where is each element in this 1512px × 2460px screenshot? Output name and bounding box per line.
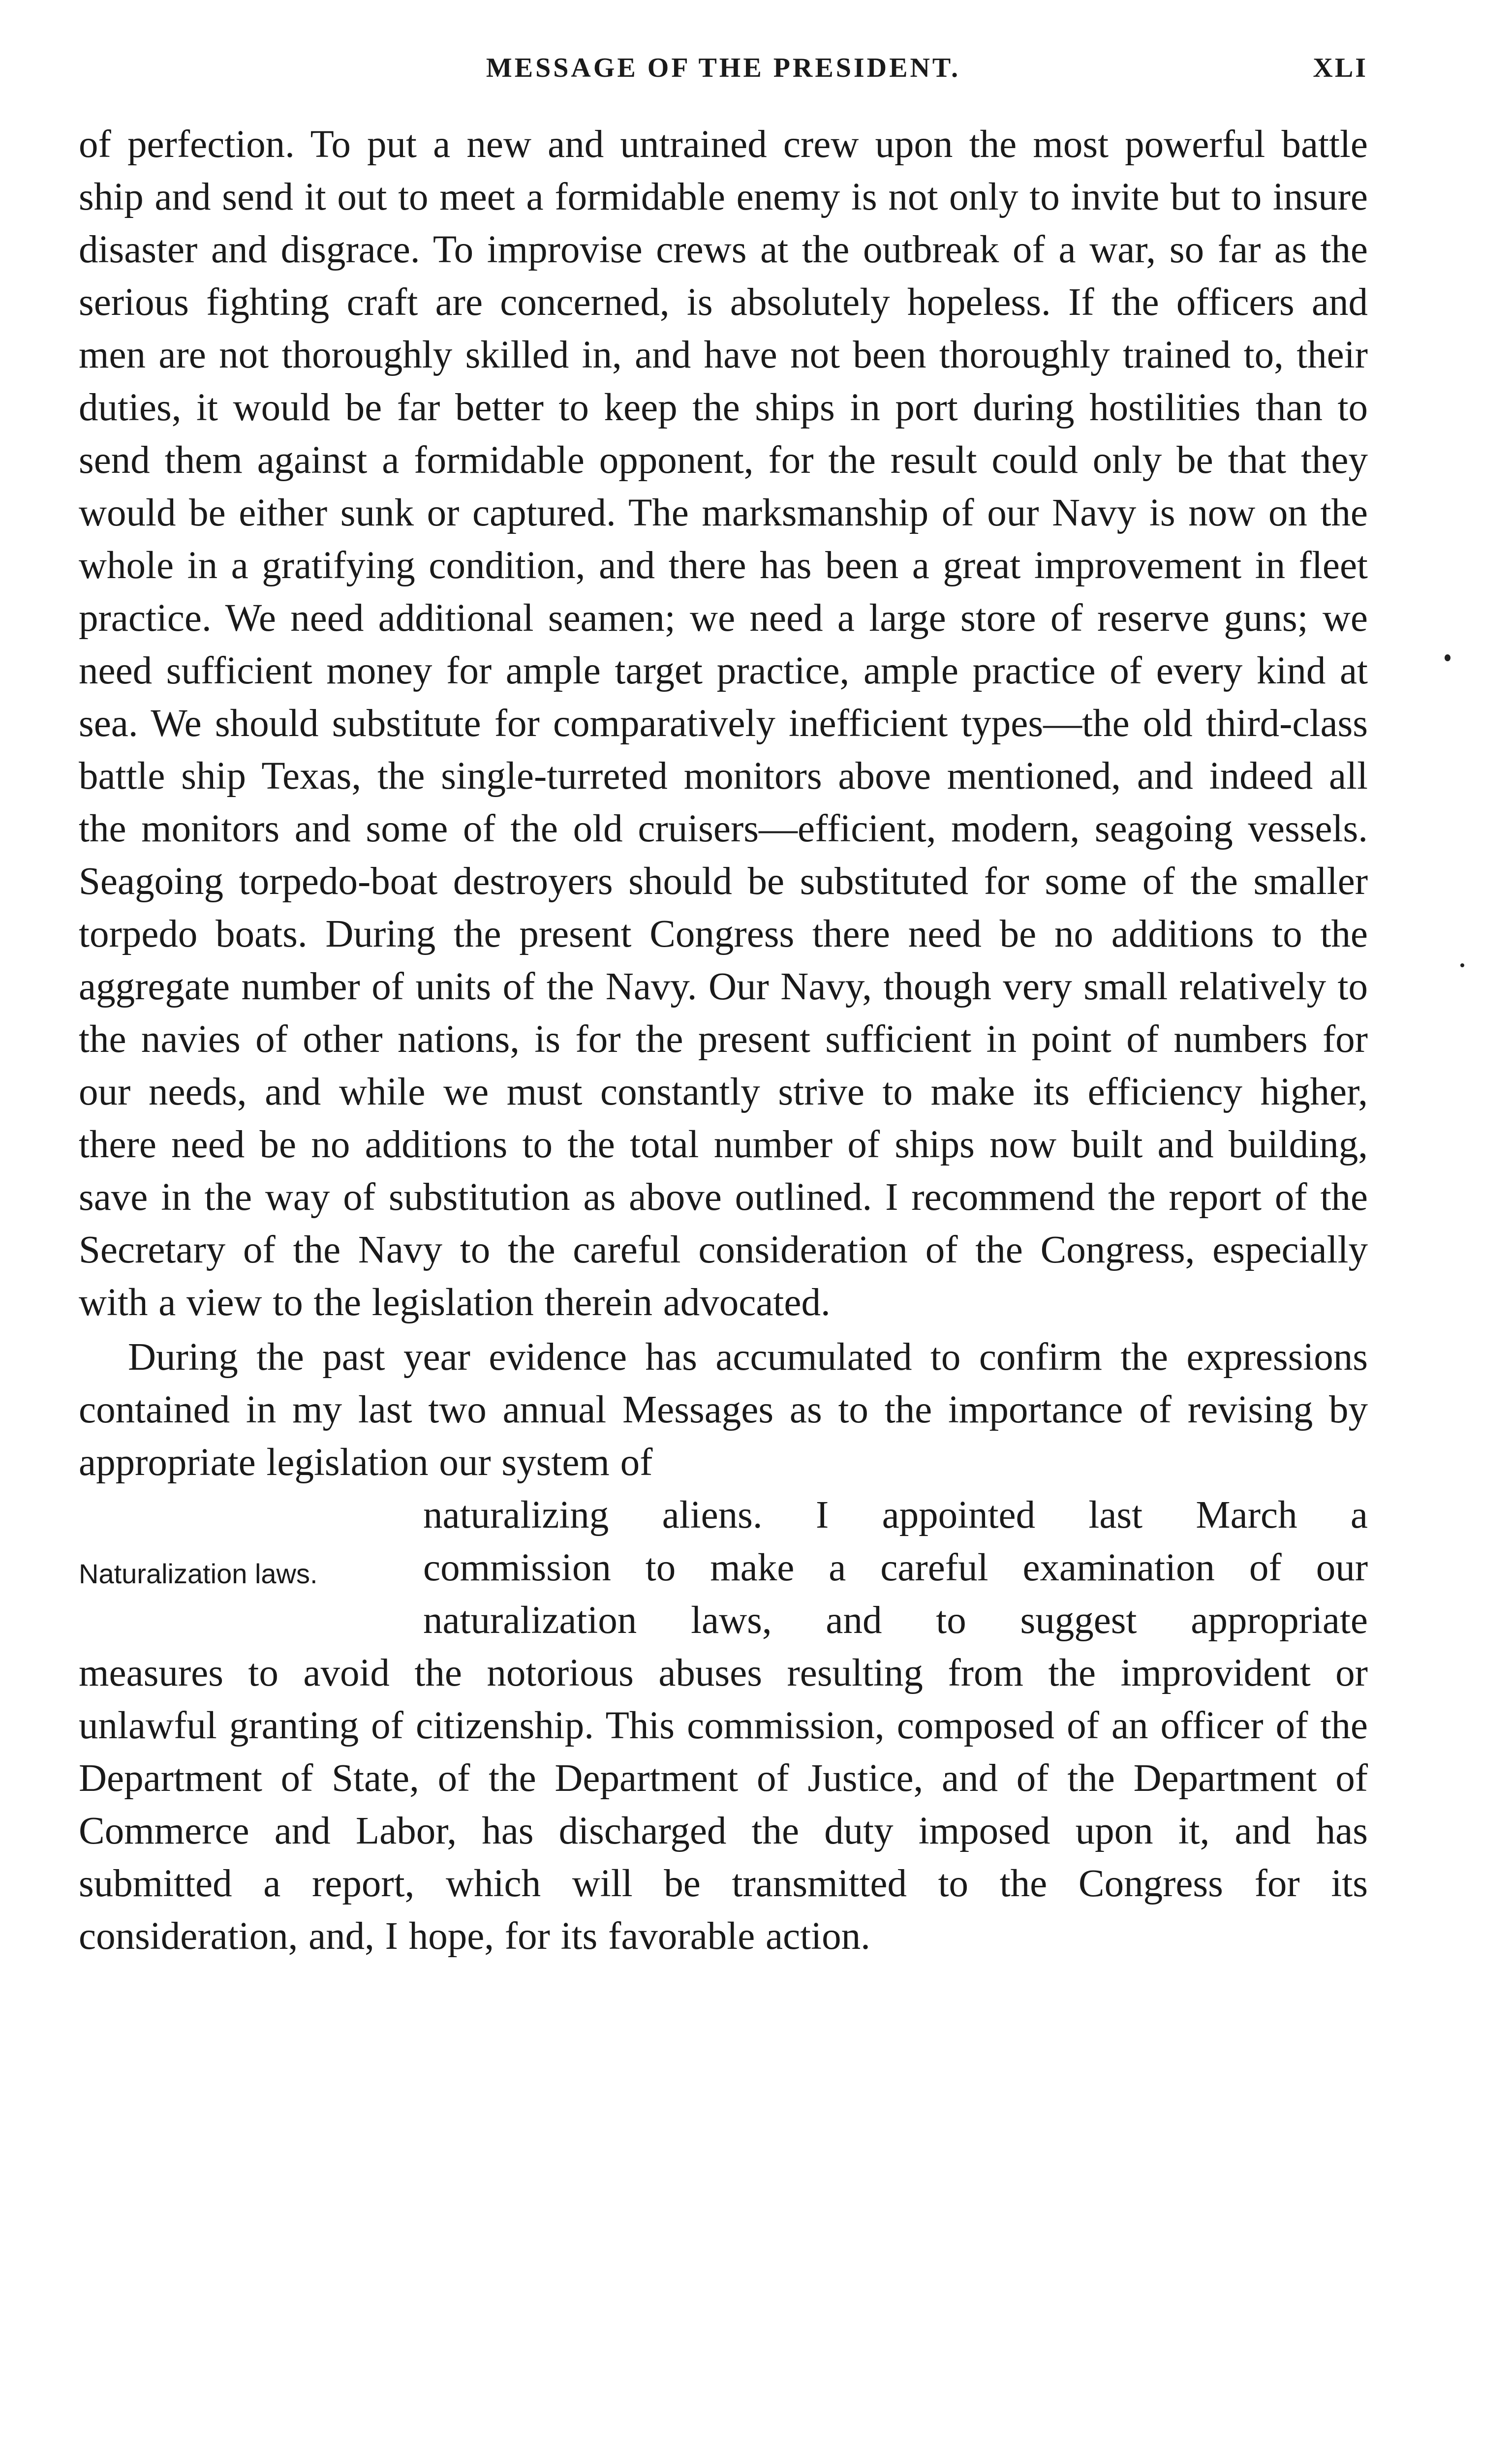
margin-note: Naturalization laws. [79, 1558, 318, 1589]
body-text [79, 118, 1368, 1963]
paragraph-navy: of perfection. To put a new and untrained crew upon the most powerful battle ship and send it out to meet a formidable enemy is not only to invite but to insure disaster and disgrace. To improvise crews at the outbreak of a war, so far as the serious fighting craft are concerned, is absolutely hopeless. If the officers and men are not thoroughly skilled in, and have not been thoroughly trained to, their duties, it would be far better to keep the ships in port during hostilities than to send them against a formidable opponent, for the result could only be that they would be either sunk or captured. The marksmanship of our Navy is now on the whole in a gratifying condition, and there has been a great improvement in fleet practice. We need additional seamen; we need a large store of reserve guns; we need sufficient money for ample target practice, ample practice of every kind at sea. We should substitute for comparatively inefficient types—the old third-class battle ship Texas, the single-turreted monitors above mentioned, and indeed all the monitors and some of the old cruisers—efficient, modern, seagoing vessels. Seagoing torpedo-boat destroyers should be substituted for some of the smaller torpedo boats. During the present Congress there need be no additions to the aggregate number of units of the Navy. Our Navy, though very small relatively to the navies of other nations, is for the present sufficient in point of numbers for our needs, and while we must constantly strive to make its efficiency higher, there need be no additions to the total number of ships now built and building, save in the way of substitution as above outlined. I recommend the report of the Secretary of the Navy to the careful consideration of the Congress, especially with a view to the legislation therein advocated. [79, 123, 1368, 1324]
page-number: XLI [1313, 53, 1368, 83]
running-head: MESSAGE OF THE PRESIDENT. [486, 53, 961, 83]
paragraph-naturalization-intro: During the past year evidence has accumulated to confirm the expressions contained in my last two annual Messages as to the importance of revising by appropriate legislation our system of [79, 1336, 1368, 1484]
page-header [79, 43, 1368, 97]
indented-line-1: naturalizing aliens. I appointed last March a [423, 1494, 1368, 1537]
indented-line-2: commission to make a careful examination of our [423, 1546, 1368, 1589]
indented-line-3: naturalization laws, and to suggest appropriate [423, 1599, 1368, 1642]
indented-lines [423, 1489, 1368, 1647]
ink-speck [1460, 963, 1464, 967]
ink-speck [1445, 654, 1450, 661]
margin-note-block [79, 1489, 1368, 1647]
paragraph-naturalization-commission: measures to avoid the notorious abuses resulting from the improvident or unlawful granting of citizenship. This commission, composed of an officer of the Department of State, of the Department of Justice, and of the Department of Commerce and Labor, has discharged the duty imposed upon it, and has submitted a report, which will be transmitted to the Congress for its consideration, and, I hope, for its favorable action. [79, 1652, 1368, 1958]
